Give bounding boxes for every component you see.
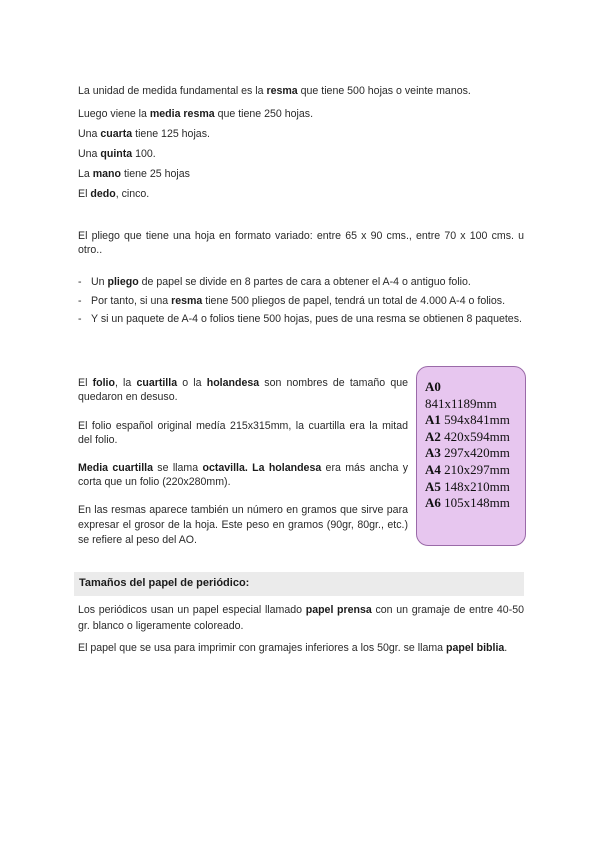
quinta-line: Una quinta 100. <box>78 148 156 160</box>
list-item: - Y si un paquete de A-4 o folios tiene 500 hojas, pues de una resma se obtienen 8 paquetes. <box>78 313 522 325</box>
paper-sizes-box <box>416 366 526 546</box>
paper-size-row: A3 297x420mm <box>425 445 510 461</box>
cuarta-line: Una cuarta tiene 125 hojas. <box>78 128 210 140</box>
paper-size-row: A2 420x594mm <box>425 428 510 444</box>
section-title: Tamaños del papel de periódico: <box>79 577 250 589</box>
prensa-paragraph: Los periódicos usan un papel especial llamado papel prensa con un gramaje de entre 40-50 gr. blanco o ligeramente coloreado. <box>78 604 524 632</box>
newspaper-section-header <box>74 572 524 596</box>
paper-size-row: A0 <box>425 379 441 394</box>
pliego-paragraph: El pliego que tiene una hoja en formato variado: entre 65 x 90 cms., entre 70 x 100 cms. u otro.. <box>78 230 524 256</box>
pliego-list <box>78 274 524 330</box>
gramos-paragraph: En las resmas aparece también un número en gramos que sirve para expresar el grosor de la hoja. Este peso en gramos (90gr, 80gr., etc.) se refiere al peso del AO. <box>78 504 408 546</box>
paper-size-row: 841x1189mm <box>425 395 497 411</box>
mano-line: La mano tiene 25 hojas <box>78 168 190 180</box>
paper-size-row: A4 210x297mm <box>425 461 510 477</box>
folio-size-paragraph: El folio español original medía 215x315mm, la cuartilla era la mitad del folio. <box>78 420 408 446</box>
biblia-paragraph: El papel que se usa para imprimir con gramajes inferiores a los 50gr. se llama papel biblia. <box>78 642 508 654</box>
list-item: - Por tanto, si una resma tiene 500 pliegos de papel, tendrá un total de 4.000 A-4 o folios. <box>78 294 506 307</box>
paper-size-row: A1 594x841mm <box>425 412 510 428</box>
octavilla-paragraph: Media cuartilla se llama octavilla. La holandesa era más ancha y corta que un folio (220x280mm). <box>78 462 409 488</box>
resma-line: La unidad de medida fundamental es la resma que tiene 500 hojas o veinte manos. <box>78 85 471 97</box>
paper-size-row: A5 148x210mm <box>425 478 510 494</box>
dedo-line: El dedo, cinco. <box>78 188 150 200</box>
list-item: - Un pliego de papel se divide en 8 partes de cara a obtener el A-4 o antiguo folio. <box>78 276 471 288</box>
paper-size-row: A6 105x148mm <box>425 495 510 511</box>
folio-paragraph: El folio, la cuartilla o la holandesa son nombres de tamaño que quedaron en desuso. <box>78 377 409 403</box>
media-resma-line: Luego viene la media resma que tiene 250 hojas. <box>78 108 314 120</box>
